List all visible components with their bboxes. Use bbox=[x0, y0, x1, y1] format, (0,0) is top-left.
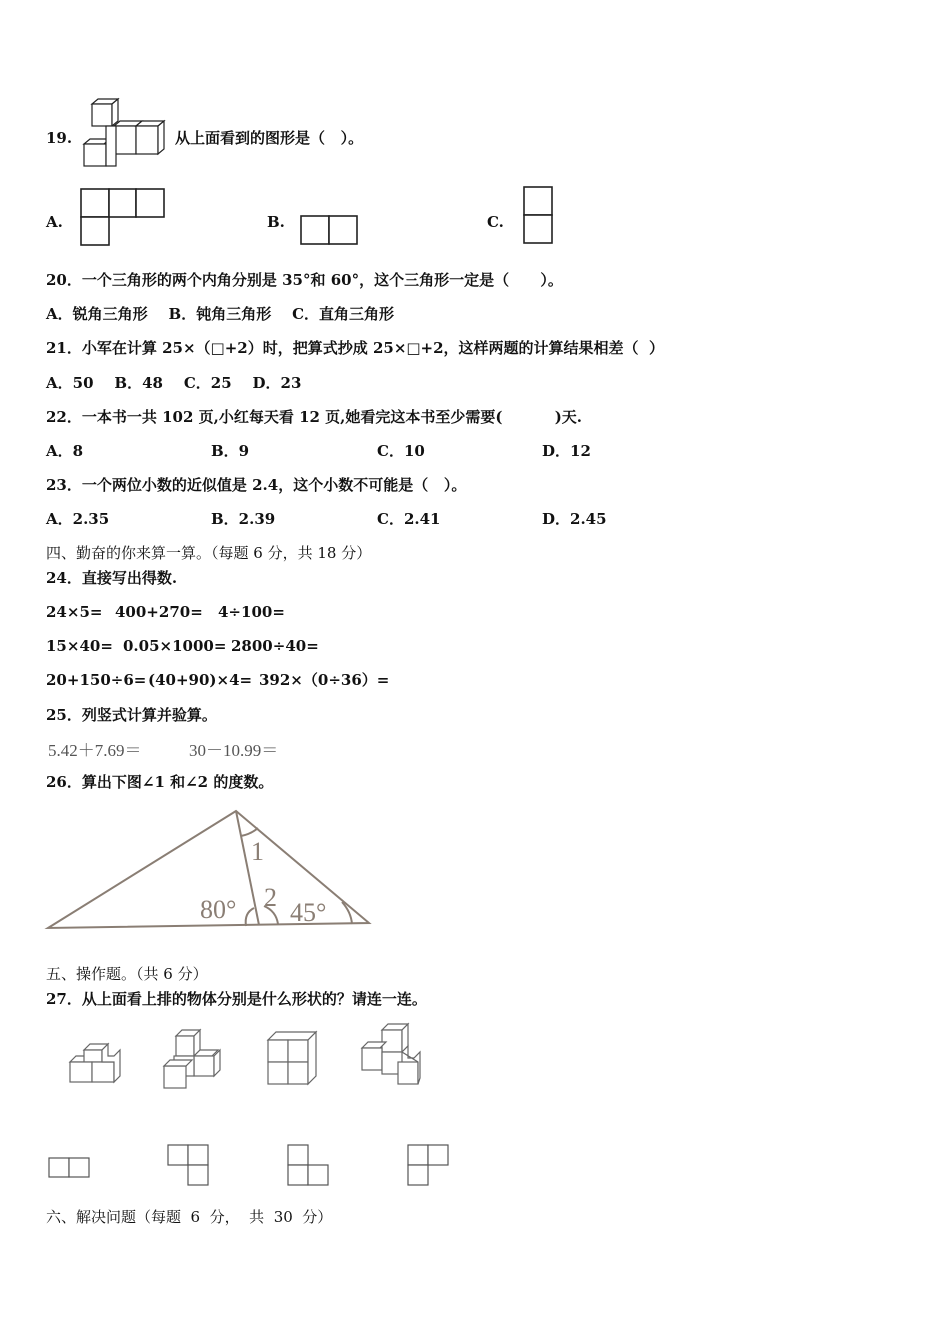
object-4-icon[interactable] bbox=[358, 1022, 424, 1086]
q24-r1-c1: 24×5= bbox=[46, 603, 103, 621]
triangle-diagram bbox=[46, 808, 376, 933]
q20-options[interactable]: A．锐角三角形 B．钝角三角形 C．直角三角形 bbox=[46, 305, 395, 323]
q19-option-c-label[interactable]: C. bbox=[487, 213, 504, 231]
q27-text: 27．从上面看上排的物体分别是什么形状的？请连一连。 bbox=[46, 990, 427, 1008]
two-squares-horizontal-icon[interactable] bbox=[300, 214, 360, 246]
q22-option-d[interactable]: D．12 bbox=[542, 442, 591, 460]
q24-r3-c3: 392×（0÷36）= bbox=[259, 671, 390, 689]
q22-option-c[interactable]: C．10 bbox=[377, 442, 425, 460]
top-view-3-icon[interactable] bbox=[286, 1143, 330, 1187]
q22-text: 22．一本书一共 102 页,小红每天看 12 页,她看完这本书至少需要( )天. bbox=[46, 408, 583, 426]
q24-r2-c2: 0.05×1000= bbox=[123, 637, 227, 655]
q24-r1-c3: 4÷100= bbox=[218, 603, 285, 621]
top-view-2-icon[interactable] bbox=[166, 1143, 210, 1187]
q23-text: 23．一个两位小数的近似值是 2.4，这个小数不可能是（ ）。 bbox=[46, 476, 467, 494]
q20-text: 20．一个三角形的两个内角分别是 35°和 60°，这个三角形一定是（ ）。 bbox=[46, 271, 563, 289]
q22-option-a[interactable]: A．8 bbox=[46, 442, 84, 460]
q23-option-c[interactable]: C．2.41 bbox=[377, 510, 441, 528]
l-shape-top-view-icon[interactable] bbox=[80, 188, 166, 246]
top-view-1-icon[interactable] bbox=[48, 1156, 92, 1180]
q24-r2-c1: 15×40= bbox=[46, 637, 113, 655]
q23-option-d[interactable]: D．2.45 bbox=[542, 510, 607, 528]
q23-option-b[interactable]: B．2.39 bbox=[211, 510, 276, 528]
angle-1-label: 1 bbox=[251, 837, 264, 866]
section-5-title: 五、操作题。（共 6 分） bbox=[46, 965, 208, 983]
q25-text: 25．列竖式计算并验算。 bbox=[46, 706, 217, 724]
object-2-icon[interactable] bbox=[162, 1028, 224, 1090]
section-4-title: 四、勤奋的你来算一算。（每题 6 分，共 18 分） bbox=[46, 544, 372, 562]
top-view-4-icon[interactable] bbox=[406, 1143, 450, 1187]
two-squares-vertical-icon[interactable] bbox=[522, 186, 554, 246]
angle-80-arc bbox=[246, 908, 254, 926]
angle-2-label: 2 bbox=[264, 883, 277, 912]
q24-r1-c2: 400+270= bbox=[115, 603, 203, 621]
cube-stack-icon bbox=[80, 98, 175, 168]
q19-number: 19. bbox=[46, 129, 73, 147]
q24-r3-c1: 20+150÷6= bbox=[46, 671, 147, 689]
q25-expression-2: 30－10.99＝ bbox=[189, 741, 279, 760]
q22-option-b[interactable]: B．9 bbox=[211, 442, 250, 460]
q25-expression-1: 5.42＋7.69＝ bbox=[48, 741, 142, 760]
object-3-icon[interactable] bbox=[264, 1030, 320, 1086]
q24-r3-c2: (40+90)×4= bbox=[148, 671, 253, 689]
angle-45-label: 45° bbox=[290, 898, 327, 927]
q19-option-b-label[interactable]: B. bbox=[267, 213, 285, 231]
q21-options[interactable]: A．50 B．48 C．25 D．23 bbox=[46, 374, 302, 392]
q19-option-a-label[interactable]: A. bbox=[46, 213, 63, 231]
object-1-icon[interactable] bbox=[68, 1040, 124, 1084]
q19-text: 从上面看到的图形是（ ）。 bbox=[175, 129, 364, 147]
q26-text: 26．算出下图∠1 和∠2 的度数。 bbox=[46, 773, 274, 791]
angle-1-arc bbox=[241, 828, 258, 836]
q24-r2-c3: 2800÷40= bbox=[231, 637, 319, 655]
q21-text: 21．小军在计算 25×（□+2）时，把算式抄成 25×□+2，这样两题的计算结果相差（ ） bbox=[46, 339, 665, 357]
q23-option-a[interactable]: A．2.35 bbox=[46, 510, 110, 528]
q24-text: 24．直接写出得数. bbox=[46, 569, 178, 587]
angle-80-label: 80° bbox=[200, 895, 237, 924]
section-6-title: 六、解决问题（每题 6 分， 共 30 分） bbox=[46, 1208, 333, 1226]
